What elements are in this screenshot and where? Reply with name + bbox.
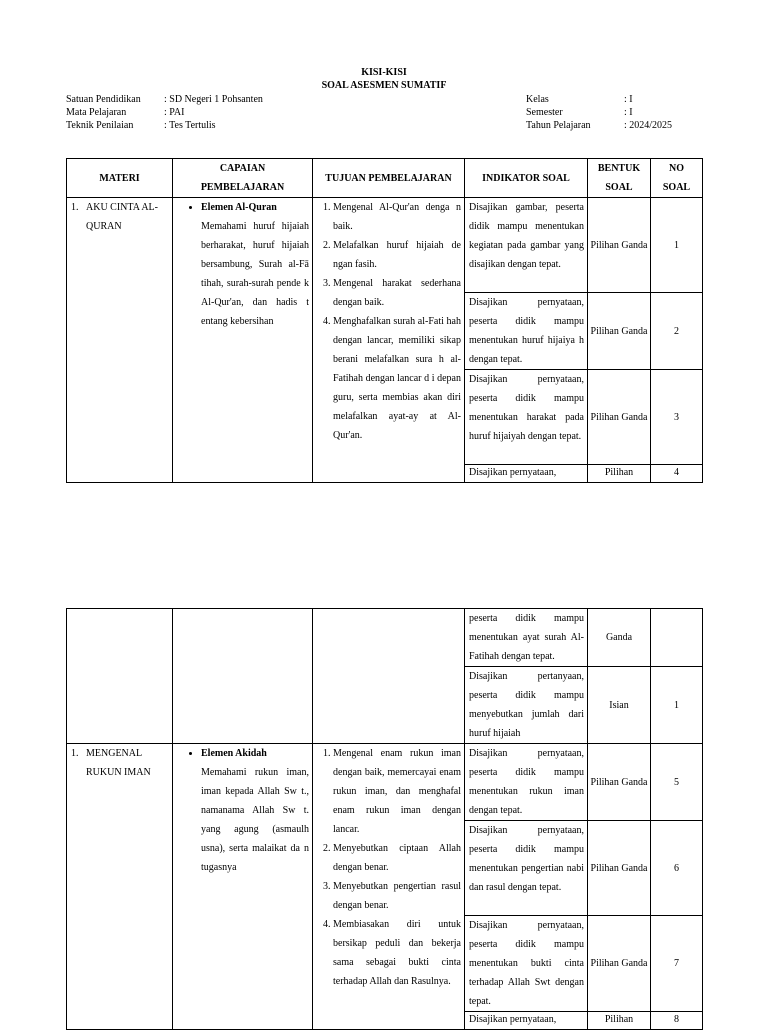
materi-cell — [67, 198, 173, 483]
col-header-bentuk — [588, 159, 651, 198]
info-label: Semester — [526, 107, 563, 118]
bentuk-cell: Pilihan Ganda — [588, 198, 651, 293]
no-cell: 7 — [651, 916, 703, 1012]
col-header-materi: MATERI — [67, 159, 173, 198]
no-cell: 1 — [651, 667, 703, 744]
info-label: Kelas — [526, 94, 549, 105]
info-label: Tahun Pelajaran — [526, 120, 591, 131]
header-line: NO — [669, 163, 684, 174]
kisi-kisi-table-page1 — [66, 158, 703, 483]
table-row — [67, 198, 703, 293]
tujuan-item: 3. Mengenal harakat sederhana dengan baik. — [333, 274, 461, 312]
no-cell: 8 — [651, 1012, 703, 1030]
col-header-no — [651, 159, 703, 198]
table-row — [67, 609, 703, 667]
indikator-cell: Disajikan pernyataan, — [465, 465, 588, 483]
tujuan-item: 1. Mengenal enam rukun iman dengan baik, memercayai enam rukun iman, dan menghafal enam rukun iman dengan lancar. — [333, 744, 461, 839]
indikator-cell: Disajikan pernyataan, peserta didik mampu menentukan harakat pada huruf hijaiyah dengan tepat. — [465, 370, 588, 465]
bentuk-cell: Isian — [588, 667, 651, 744]
indikator-cell: Disajikan gambar, peserta didik mampu menentukan kegiatan pada gambar yang disajikan dengan tepat. — [465, 198, 588, 293]
header-info-left — [66, 93, 263, 132]
info-value: : I — [624, 107, 633, 118]
indikator-cell: Disajikan pernyataan, — [465, 1012, 588, 1030]
info-value: : SD Negeri 1 Pohsanten — [164, 94, 263, 105]
no-cell: 4 — [651, 465, 703, 483]
header-line: SOAL — [662, 182, 691, 193]
table-header-row — [67, 159, 703, 198]
materi-cell — [67, 744, 173, 1030]
capaian-title: Elemen Al-Quran — [201, 202, 277, 213]
header-line: PEMBELAJARAN — [200, 182, 285, 193]
indikator-cell: Disajikan pernyataan, peserta didik mampu menentukan pengertian nabi dan rasul dengan tepat. — [465, 821, 588, 916]
indikator-cell: Disajikan pernyataan, peserta didik mampu menentukan huruf hijaiya h dengan tepat. — [465, 293, 588, 370]
info-value: : PAI — [164, 107, 185, 118]
materi-number: 1. — [71, 202, 79, 213]
bentuk-cell: Pilihan Ganda — [588, 916, 651, 1012]
bentuk-cell: Pilihan — [588, 465, 651, 483]
info-label: Satuan Pendidikan — [66, 94, 141, 105]
col-header-indikator: INDIKATOR SOAL — [465, 159, 588, 198]
document-subtitle: SOAL ASESMEN SUMATIF — [321, 80, 447, 91]
tujuan-item: 4. Membiasakan diri untuk bersikap peduli dan bekerja sama sebagai bukti cinta terhadap Allah dan Rasulnya. — [333, 915, 461, 991]
materi-cell — [67, 609, 173, 744]
bentuk-cell: Pilihan — [588, 1012, 651, 1030]
indikator-cell: Disajikan pertanyaan, peserta didik mampu menyebutkan jumlah dari huruf hijaiah — [465, 667, 588, 744]
tujuan-cell — [313, 198, 465, 483]
info-value: : 2024/2025 — [624, 120, 673, 131]
tujuan-item: 2. Melafalkan huruf hijaiah de ngan fasih. — [333, 236, 461, 274]
capaian-title: Elemen Akidah — [201, 748, 267, 759]
tujuan-cell — [313, 744, 465, 1030]
tujuan-cell — [313, 609, 465, 744]
info-label: Teknik Penilaian — [66, 120, 134, 131]
indikator-cell: peserta didik mampu menentukan ayat surah Al-Fatihah dengan tepat. — [465, 609, 588, 667]
capaian-text: Memahami huruf hijaiah berharakat, huruf hijaiah bersambung, Surah al-Fā tihah, surah-surah pende k Al-Qur'an, dan hadis t entang kebersihan — [201, 221, 309, 327]
materi-text: AKU CINTA AL-QURAN — [86, 202, 158, 232]
indikator-cell: Disajikan pernyataan, peserta didik mampu menentukan rukun iman dengan tepat. — [465, 744, 588, 821]
tujuan-item: 3. Menyebutkan pengertian rasul dengan benar. — [333, 877, 461, 915]
header-line: BENTUK — [597, 163, 641, 174]
no-cell: 2 — [651, 293, 703, 370]
materi-text: MENGENAL RUKUN IMAN — [86, 748, 151, 778]
tujuan-item: 1. Mengenal Al-Qur'an denga n baik. — [333, 198, 461, 236]
col-header-capaian — [173, 159, 313, 198]
no-cell: 5 — [651, 744, 703, 821]
header-info-right — [526, 93, 672, 132]
bentuk-cell: Pilihan Ganda — [588, 293, 651, 370]
no-cell: 6 — [651, 821, 703, 916]
header-line: SOAL — [605, 182, 633, 193]
no-cell — [651, 609, 703, 667]
info-value: : Tes Tertulis — [164, 120, 216, 131]
col-header-tujuan: TUJUAN PEMBELAJARAN — [313, 159, 465, 198]
capaian-cell — [173, 744, 313, 1030]
no-cell: 1 — [651, 198, 703, 293]
capaian-text: Memahami rukun iman, iman kepada Allah Sw t., namanama Allah Sw t. yang agung (asmaulh usna), serta malaikat da n tugasnya — [201, 767, 309, 873]
document-title: KISI-KISI — [361, 67, 407, 78]
indikator-cell: Disajikan pernyataan, peserta didik mampu menentukan bukti cinta terhadap Allah Swt dengan tepat. — [465, 916, 588, 1012]
bentuk-cell: Pilihan Ganda — [588, 821, 651, 916]
tujuan-item: 4. Menghafalkan surah al-Fati hah dengan lancar, memiliki sikap berani melafalkan sura h al-Fatihah dengan lancar d i depan guru, serta membias akan diri melafalkan ayat-ay at Al-Qur'an. — [333, 312, 461, 445]
bentuk-cell: Pilihan Ganda — [588, 370, 651, 465]
bentuk-cell: Pilihan Ganda — [588, 744, 651, 821]
bentuk-cell: Ganda — [588, 609, 651, 667]
table-row — [67, 744, 703, 821]
tujuan-item: 2. Menyebutkan ciptaan Allah dengan benar. — [333, 839, 461, 877]
header-line: CAPAIAN — [219, 163, 266, 174]
capaian-cell — [173, 198, 313, 483]
kisi-kisi-table-page2 — [66, 608, 703, 1030]
no-cell: 3 — [651, 370, 703, 465]
info-label: Mata Pelajaran — [66, 107, 127, 118]
capaian-cell — [173, 609, 313, 744]
materi-number: 1. — [71, 748, 79, 759]
info-value: : I — [624, 94, 633, 105]
